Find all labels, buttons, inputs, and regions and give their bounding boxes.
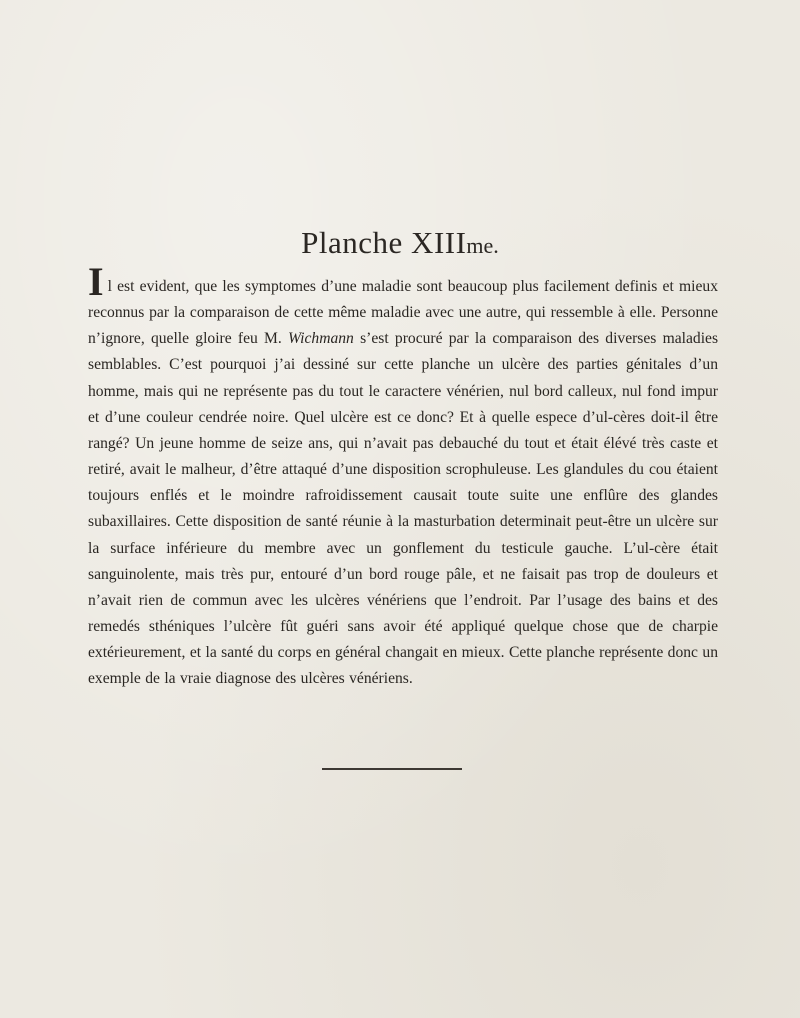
drop-cap: I bbox=[88, 259, 104, 304]
divider-rule bbox=[322, 768, 462, 770]
title-suffix: me. bbox=[466, 233, 499, 258]
page-title bbox=[0, 225, 800, 261]
author-name: Wichmann bbox=[288, 330, 354, 348]
text-part-2: s’est procuré par la comparaison des diverses maladies semblables. C’est pourquoi j’ai dessiné sur cette planche un ulcère des parties génitales d’un homme, mais qui ne représente pas du tout le caractere vénérien, nul bord calleux, nul fond impur et d’une couleur cendrée noire. Quel ulcère est ce donc? Et à quelle espece d’ul-cères doit-il être rangé? Un jeune homme de seize ans, qui n’avait pas debauché du tout et était élévé très caste et retiré, avait le malheur, d’être attaqué d’une disposition scrophuleuse. Les glandules du cou étaient toujours enflés et le moindre rafroidissement causait toute suite une enflûre des glandes subaxillaires. Cette disposition de santé réunie à la masturbation determinait peut-être un ulcère sur la surface inférieure du membre avec un gonflement du testicule gauche. L’ul-cère était sanguinolente, mais très pur, entouré d’un bord rouge pâle, et ne faisait pas trop de douleurs et n’avait rien de commun avec les ulcères vénériens que l’endroit. Par l’usage des bains et des remedés sthéniques l’ulcère fût guéri sans avoir été appliqué quelque chose que de charpie extérieurement, et la santé du corps en général changait en mieux. Cette planche représente donc un exemple de la vraie diagnose des ulcères vénériens. bbox=[88, 330, 719, 688]
text-part-1: l est evident, que les symptomes d’une maladie sont beaucoup plus facilement definis et mieux reconnus par la comparaison de cette même maladie avec une autre, qui ressemble à elle. Personne n’ignore, quelle gloire feu M. bbox=[88, 278, 718, 348]
title-main: Planche XIII bbox=[301, 225, 467, 260]
body-paragraph bbox=[88, 259, 719, 693]
